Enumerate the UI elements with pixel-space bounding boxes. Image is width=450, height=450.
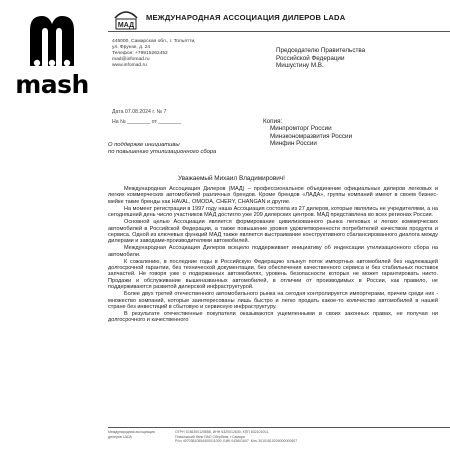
footer-bank-details	[175, 430, 297, 444]
footer-bank-line: ОГРН 1036300125858, ИНН 6320012630, КПП 632101001,	[175, 430, 270, 434]
footer-divider	[108, 427, 450, 428]
body-paragraph: Более двух третей отечественного автомобильного рынка на сегодня контролируется импортерами, причем среди них - множество компаний, которые заинтересованы лишь быстро и легко продать какое-то количество автомобилей в нашей стране без инвестиций в сбытовую и сервисную инфраструктуру.	[108, 291, 438, 311]
copy-recipient: Минфин России	[270, 140, 317, 148]
salutation: Уважаемый Михаил Владимирович!	[178, 175, 285, 182]
addressee-block	[276, 47, 365, 70]
body-paragraph: Международная Ассоциация Дилеров всецело поддерживает инициативу об индексации утилизационного сбора на автомобили.	[108, 245, 438, 258]
letterhead-divider	[108, 31, 450, 32]
copy-label: Копия:	[263, 118, 283, 125]
body-paragraph: Основной целью Ассоциации является формирование цивилизованного рынка легковых и легких коммерческих автомобилей в Российской Федерации, а также повышение уровня удовлетворенности потребителей качеством продукта и сервиса. Одной из ключевых функций МАД также является выстраивание конструктивного сбалансированного диалога между дилерами и заводами-производителями автомобилей.	[108, 219, 438, 245]
organization-name: МЕЖДУНАРОДНАЯ АССОЦИАЦИЯ ДИЛЕРОВ LADA	[146, 13, 346, 22]
svg-text:МАД: МАД	[117, 22, 135, 29]
email-line: mad@infomad.ru	[112, 56, 150, 62]
footer-bank-line: Р/сч 40703810554400011000, БИК 043601607, К/сч 30101810200000000607	[175, 439, 298, 443]
addressee-line: Мишустину М.В.	[276, 62, 324, 70]
letter-subject	[108, 142, 216, 156]
footer-bank-line: Поволжский банк ПАО Сбербанк, г.Самара	[175, 434, 245, 439]
body-paragraph: Международная Ассоциация Дилеров (МАД) – профессиональное объединение официальных дилеров легковых и легких коммерческих автомобилей различных брендов. Кроме брендов «ЛАДА», группы компаний имеют в своем бизнес-мейке такие бренды как HAVAL, OMODA, CHERY, CHANGAN и другие.	[108, 186, 438, 205]
mash-wordmark: mash	[15, 70, 89, 99]
copy-recipients	[263, 118, 352, 148]
address-line: 445000, Самарская обл., г. Тольятти,	[112, 39, 196, 44]
document-reference: На № ________ от ________	[112, 119, 182, 125]
subject-line: О поддержке инициативы	[108, 142, 180, 148]
mash-watermark	[8, 10, 96, 98]
website-line: www.infomad.ru	[112, 62, 147, 68]
footer-org-line: Международная ассоциация	[108, 430, 155, 434]
mash-m-logo-icon	[22, 10, 82, 70]
addressee-line: Председателю Правительства	[276, 47, 366, 54]
document-date-number: Дата 07.08.2024 г. № 7	[112, 109, 167, 115]
copy-recipient: Минпромторг России	[270, 125, 332, 133]
body-paragraph: К сожалению, в последние годы в Российскую Федерацию хлынул поток импортных автомобилей без надлежащей долгосрочной гарантии, без технической документации, без обеспечения качественного сервиса и без стабильных поставок запчастей. Не говоря уже о подержанных автомобилях, уровень безопасности которых не может гарантировать никто. Продажи и обслуживание вышеназванных автомобилей, в отличии от производимых в России, как правило, не поддерживаются развитой дилерской инфраструктурой.	[108, 258, 438, 291]
copy-recipient: Минэкономразвития России	[270, 132, 353, 140]
body-paragraph: В результате отечественные покупатели оказываются ущемленными в своих законных правах, не получая ни долгосрочного и качественного	[108, 310, 438, 324]
phone-line: Телефон: +79915262452	[112, 50, 168, 56]
sender-address	[112, 39, 196, 69]
subject-line: по повышению утилизационного сбора	[108, 148, 217, 155]
letter-body	[108, 186, 438, 324]
body-paragraph: На момент регистрации в 1997 году наша Ассоциация состояла из 27 дилеров, которые являлись ее учредителями, а на сегодняшний день число участников МАД достигло уже 209 дилерских центров. МАД представлена во всех регионах России.	[108, 205, 438, 219]
mad-logo-icon	[113, 8, 139, 32]
addressee-line: Российской Федерации	[276, 54, 345, 62]
footer-org-line: дилеров LADA	[108, 434, 132, 439]
address-line: ул. Фрунзе, д. 24	[112, 44, 151, 50]
footer-org	[108, 430, 155, 439]
